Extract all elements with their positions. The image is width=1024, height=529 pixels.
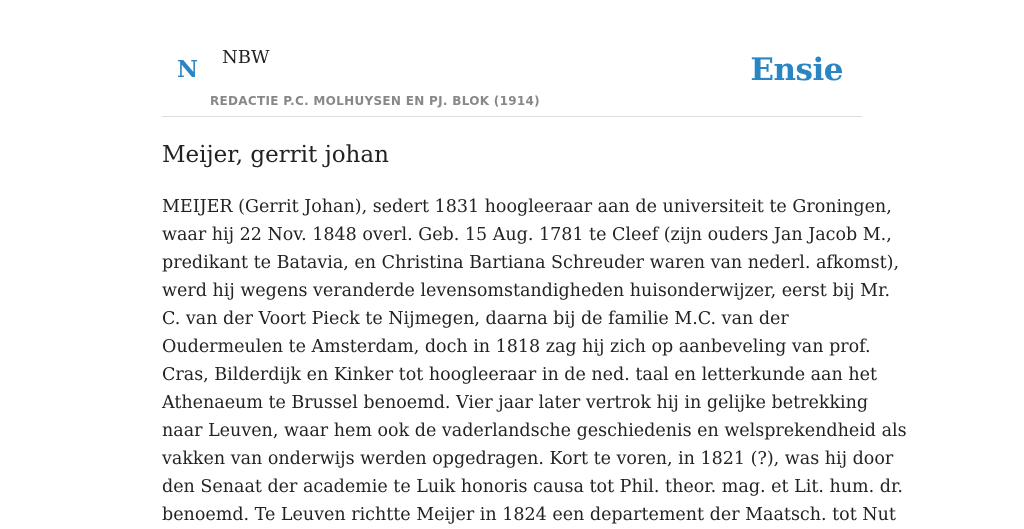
body-line: MEIJER (Gerrit Johan), sedert 1831 hoogleeraar aan de universiteit te Groningen, bbox=[162, 197, 892, 217]
body-line: vakken van onderwijs werden opgedragen. Kort te voren, in 1821 (?), was hij door bbox=[162, 449, 894, 469]
body-line: den Senaat der academie te Luik honoris causa tot Phil. theor. mag. et Lit. hum. dr. bbox=[162, 477, 903, 497]
body-line: C. van der Voort Pieck te Nijmegen, daarna bij de familie M.C. van der bbox=[162, 309, 789, 329]
source-name[interactable]: NBW bbox=[222, 47, 270, 68]
brand-logo[interactable]: Ensie bbox=[750, 52, 843, 88]
body-line: Athenaeum te Brussel benoemd. Vier jaar later vertrok hij in gelijke betrekking bbox=[162, 393, 869, 413]
source-subtitle: REDACTIE P.C. MOLHUYSEN EN PJ. BLOK (1914) bbox=[210, 94, 540, 108]
body-line: Cras, Bilderdijk en Kinker tot hoogleeraar in de ned. taal en letterkunde aan het bbox=[162, 365, 877, 385]
body-line: Oudermeulen te Amsterdam, doch in 1818 zag hij zich op aanbeveling van prof. bbox=[162, 337, 871, 357]
article-body bbox=[162, 193, 907, 529]
body-line: werd hij wegens veranderde levensomstandigheden huisonderwijzer, eerst bij Mr. bbox=[162, 281, 891, 301]
article-title: Meijer, gerrit johan bbox=[162, 142, 389, 168]
source-logo[interactable]: N bbox=[177, 56, 199, 83]
header bbox=[162, 0, 862, 117]
body-line: waar hij 22 Nov. 1848 overl. Geb. 15 Aug. 1781 te Cleef (zijn ouders Jan Jacob M., bbox=[162, 225, 892, 245]
body-line: predikant te Batavia, en Christina Bartiana Schreuder waren van nederl. afkomst), bbox=[162, 253, 900, 273]
body-line: naar Leuven, waar hem ook de vaderlandsche geschiedenis en welsprekendheid als bbox=[162, 421, 907, 441]
body-line: benoemd. Te Leuven richtte Meijer in 1824 een departement der Maatsch. tot Nut bbox=[162, 505, 896, 525]
